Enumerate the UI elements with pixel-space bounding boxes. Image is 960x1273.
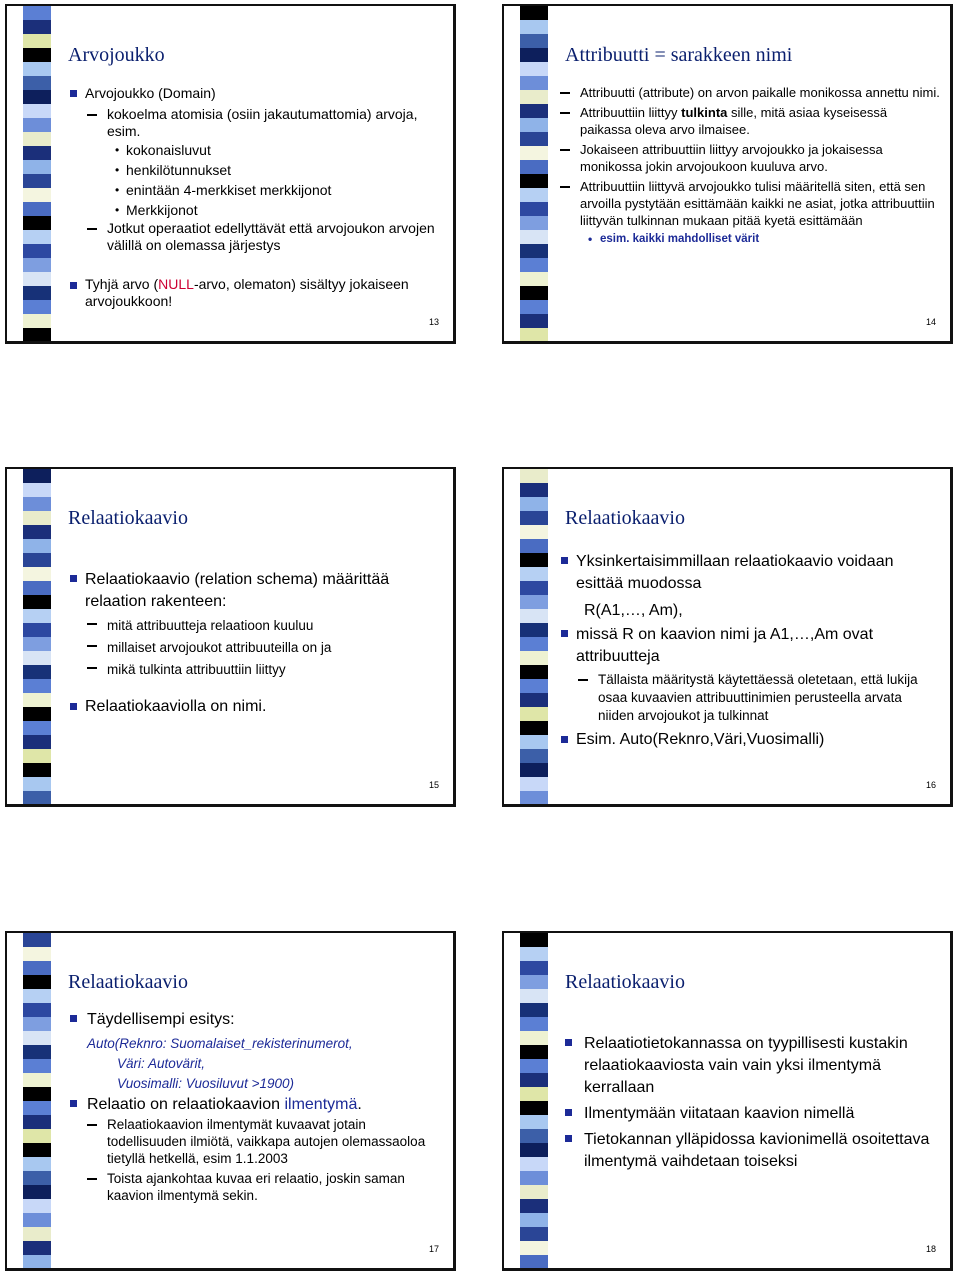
slide-title: Relaatiokaavio: [565, 507, 685, 529]
stripe-segment: [23, 947, 51, 961]
slide-18: [502, 931, 953, 1271]
stripe-segment: [23, 188, 51, 202]
stripe-segment: [23, 34, 51, 48]
stripe-segment: [23, 1115, 51, 1129]
instance-highlight: ilmentymä: [284, 1096, 358, 1113]
stripe-segment: [23, 609, 51, 623]
stripe-segment: [23, 469, 51, 483]
stripe-segment: [23, 258, 51, 272]
stripe-segment: [23, 202, 51, 216]
stripe-segment: [520, 539, 548, 553]
slide-title: Arvojoukko: [68, 44, 165, 66]
stripe-segment: [23, 693, 51, 707]
bullet-null: Tyhjä arvo (NULL-arvo, olematon) sisältyy jokaiseen arvojoukkoon!: [69, 276, 441, 310]
slide-17: [5, 931, 456, 1271]
stripe-segment: [520, 6, 548, 20]
slide-title: Relaatiokaavio: [68, 971, 188, 993]
stripe-segment: [520, 1213, 548, 1227]
stripe-segment: [520, 1199, 548, 1213]
bullet-name: Relaatiokaaviolla on nimi.: [69, 697, 441, 717]
null-highlight: NULL: [158, 276, 194, 292]
stripe-segment: [520, 1059, 548, 1073]
stripe-segment: [520, 62, 548, 76]
stripe-segment: [23, 1199, 51, 1213]
sub-item-2: millaiset arvojoukot attribuuteilla on ja: [69, 637, 441, 659]
stripe-segment: [520, 1129, 548, 1143]
stripe-segment: [520, 1115, 548, 1129]
schema-formula: R(A1,…, Am),: [584, 602, 683, 619]
sub-item-1: mitä attribuutteja relaatioon kuuluu: [69, 615, 441, 637]
bullet-complete: Täydellisempi esitys:: [69, 1009, 441, 1031]
stripe-segment: [23, 1255, 51, 1269]
stripe-segment: [520, 48, 548, 62]
stripe-segment: [23, 1073, 51, 1087]
stripe-segment: [520, 581, 548, 595]
stripe-segment: [23, 48, 51, 62]
stripe-segment: [23, 244, 51, 258]
stripe-segment: [23, 1157, 51, 1171]
stripe-segment: [23, 1171, 51, 1185]
stripe-segment: [520, 469, 548, 483]
stripe-segment: [520, 1017, 548, 1031]
stripe-segment: [520, 693, 548, 707]
stripe-segment: [23, 735, 51, 749]
stripe-segment: [520, 1101, 548, 1115]
stripe-segment: [23, 933, 51, 947]
sub-assumption: Tällaista määritystä käytettäessä oletetaan, että lukija osaa kuvaavien attribuuttinimien perusteella arvata niiden arvojoukot ja tulkinnat: [560, 671, 940, 725]
attr-example: • esim. kaikki mahdolliset värit: [542, 231, 940, 248]
stripe-segment: [520, 961, 548, 975]
stripe-segment: [520, 791, 548, 805]
stripe-segment: [520, 1157, 548, 1171]
stripe-segment: [520, 679, 548, 693]
stripe-segment: [520, 1143, 548, 1157]
decorative-stripe: [23, 469, 51, 804]
decorative-stripe: [23, 6, 51, 341]
stripe-segment: [520, 1003, 548, 1017]
stripe-segment: [23, 581, 51, 595]
stripe-segment: [520, 511, 548, 525]
stripe-segment: [520, 763, 548, 777]
stripe-segment: [520, 300, 548, 314]
slide-number: 14: [925, 317, 936, 327]
bullet-instance: Relaatio on relaatiokaavion ilmentymä.: [69, 1094, 441, 1116]
stripe-segment: [520, 525, 548, 539]
stripe-segment: [23, 1059, 51, 1073]
stripe-segment: [520, 707, 548, 721]
stripe-segment: [520, 1073, 548, 1087]
sub-bullet-operations: Jotkut operaatiot edellyttävät että arvojoukon arvojen välillä on olemassa järjestys: [69, 220, 441, 254]
stripe-segment: [23, 791, 51, 805]
attr-point-3: Jokaiseen attribuuttiin liittyy arvojoukko ja jokaisessa monikossa jokin arvojoukoon kuuluva arvo.: [542, 141, 940, 175]
bullet-simple-form: Yksinkertaisimmillaan relaatiokaavio voidaan esittää muodossa: [560, 551, 940, 595]
stripe-segment: [23, 1045, 51, 1059]
stripe-segment: [23, 104, 51, 118]
stripe-segment: [23, 1087, 51, 1101]
decorative-stripe: [23, 933, 51, 1268]
stripe-segment: [23, 1101, 51, 1115]
stripe-segment: [23, 146, 51, 160]
stripe-segment: [23, 749, 51, 763]
stripe-segment: [23, 975, 51, 989]
attr-point-2: Attribuuttiin liittyy tulkinta sille, mitä asiaa kyseisessä paikassa oleva arvo ilmaisee.: [542, 104, 940, 138]
decorative-stripe: [520, 933, 548, 1268]
stripe-segment: [23, 989, 51, 1003]
stripe-segment: [520, 777, 548, 791]
stripe-segment: [23, 1003, 51, 1017]
stripe-segment: [520, 651, 548, 665]
stripe-segment: [23, 1227, 51, 1241]
sub-bullet-definition: kokoelma atomisia (osiin jakautumattomia) arvoja, esim.: [69, 106, 441, 140]
stripe-segment: [23, 623, 51, 637]
item-1: • kokonaisluvut: [69, 140, 441, 160]
stripe-segment: [23, 539, 51, 553]
stripe-segment: [520, 286, 548, 300]
stripe-segment: [520, 483, 548, 497]
stripe-segment: [23, 328, 51, 342]
slide-title: Attribuutti = sarakkeen nimi: [565, 44, 793, 66]
stripe-segment: [520, 1185, 548, 1199]
stripe-segment: [520, 1087, 548, 1101]
stripe-segment: [520, 1241, 548, 1255]
stripe-segment: [23, 637, 51, 651]
auto-line-1: Auto(Reknro: Suomalaiset_rekisterinumerot,: [87, 1036, 353, 1051]
stripe-segment: [23, 216, 51, 230]
attr-point-1: Attribuutti (attribute) on arvon paikalle monikossa annettu nimi.: [542, 84, 940, 101]
bullet-schema: Relaatiokaavio (relation schema) määrittää relaation rakenteen:: [69, 569, 441, 613]
stripe-segment: [23, 483, 51, 497]
auto-line-2: Väri: Autovärit,: [117, 1056, 206, 1071]
stripe-segment: [23, 497, 51, 511]
item-4: • Merkkijonot: [69, 200, 441, 220]
stripe-segment: [520, 623, 548, 637]
stripe-segment: [23, 76, 51, 90]
stripe-segment: [520, 1031, 548, 1045]
bullet-where: missä R on kaavion nimi ja A1,…,Am ovat attribuutteja: [560, 624, 940, 668]
stripe-segment: [520, 553, 548, 567]
stripe-segment: [520, 1045, 548, 1059]
stripe-segment: [23, 721, 51, 735]
stripe-segment: [520, 20, 548, 34]
sub-instance-1: Relaatiokaavion ilmentymät kuvaavat jotain todellisuuden ilmiötä, vaikkapa autojen olemassaoloa tietyllä hetkellä, esim 1.1.2003: [69, 1116, 441, 1167]
bullet-one-instance: Relaatiotietokannassa on tyypillisesti kustakin relaatiokaaviosta vain vain yksi ilmentymä kerrallaan: [564, 1033, 942, 1099]
stripe-segment: [23, 1143, 51, 1157]
stripe-segment: [23, 1017, 51, 1031]
slide-title: Relaatiokaavio: [565, 971, 685, 993]
stripe-segment: [520, 1255, 548, 1269]
stripe-segment: [23, 272, 51, 286]
item-3: • enintään 4-merkkiset merkkijonot: [69, 180, 441, 200]
stripe-segment: [23, 511, 51, 525]
stripe-segment: [520, 1171, 548, 1185]
stripe-segment: [23, 286, 51, 300]
stripe-segment: [520, 314, 548, 328]
stripe-segment: [520, 272, 548, 286]
stripe-segment: [23, 525, 51, 539]
stripe-segment: [23, 118, 51, 132]
slide-number: 18: [925, 1244, 936, 1254]
stripe-segment: [23, 230, 51, 244]
slide-number: 17: [428, 1244, 439, 1254]
stripe-segment: [23, 1031, 51, 1045]
stripe-segment: [23, 777, 51, 791]
slide-number: 16: [925, 780, 936, 790]
stripe-segment: [520, 989, 548, 1003]
stripe-segment: [23, 651, 51, 665]
slide-title: Relaatiokaavio: [68, 507, 188, 529]
stripe-segment: [23, 961, 51, 975]
sub-item-3: mikä tulkinta attribuuttiin liittyy: [69, 659, 441, 681]
stripe-segment: [23, 132, 51, 146]
stripe-segment: [520, 258, 548, 272]
stripe-segment: [520, 637, 548, 651]
bullet-reference: Ilmentymään viitataan kaavion nimellä: [564, 1103, 942, 1125]
bullet-domain: Arvojoukko (Domain): [69, 84, 441, 103]
attr-point-4: Attribuuttiin liittyvä arvojoukko tulisi määritellä siten, että sen arvoilla pystytään esittämään kaikki ne asiat, jotka attribuuttiin liittyvän tulkinnan mukaan pitää kyetä esittämään: [542, 178, 940, 229]
stripe-segment: [23, 553, 51, 567]
stripe-segment: [23, 1241, 51, 1255]
stripe-segment: [520, 933, 548, 947]
stripe-segment: [520, 567, 548, 581]
stripe-segment: [23, 20, 51, 34]
bullet-maintenance: Tietokannan ylläpidossa kavionimellä osoitettava ilmentymä vaihdetaan toiseksi: [564, 1129, 942, 1173]
bullet-example: Esim. Auto(Reknro,Väri,Vuosimalli): [560, 730, 940, 750]
stripe-segment: [23, 665, 51, 679]
stripe-segment: [23, 707, 51, 721]
slide-13: [5, 4, 456, 344]
stripe-segment: [520, 947, 548, 961]
stripe-segment: [520, 497, 548, 511]
slide-number: 13: [428, 317, 439, 327]
slide-number: 15: [428, 780, 439, 790]
stripe-segment: [23, 6, 51, 20]
auto-line-3: Vuosimalli: Vuosiluvut >1900): [117, 1076, 294, 1091]
stripe-segment: [520, 975, 548, 989]
stripe-segment: [23, 1213, 51, 1227]
stripe-segment: [23, 763, 51, 777]
stripe-segment: [520, 34, 548, 48]
stripe-segment: [23, 300, 51, 314]
sub-instance-2: Toista ajankohtaa kuvaa eri relaatio, joskin saman kaavion ilmentymä sekin.: [69, 1170, 441, 1204]
stripe-segment: [23, 62, 51, 76]
stripe-segment: [520, 1227, 548, 1241]
stripe-segment: [23, 679, 51, 693]
stripe-segment: [23, 567, 51, 581]
decorative-stripe: [520, 469, 548, 804]
stripe-segment: [23, 90, 51, 104]
slide-16: [502, 467, 953, 807]
stripe-segment: [520, 665, 548, 679]
stripe-segment: [520, 328, 548, 342]
stripe-segment: [520, 609, 548, 623]
stripe-segment: [520, 721, 548, 735]
stripe-segment: [23, 1185, 51, 1199]
slide-15: [5, 467, 456, 807]
stripe-segment: [520, 735, 548, 749]
stripe-segment: [520, 595, 548, 609]
stripe-segment: [23, 1129, 51, 1143]
slide-14: [502, 4, 953, 344]
stripe-segment: [23, 174, 51, 188]
item-2: • henkilötunnukset: [69, 160, 441, 180]
stripe-segment: [23, 314, 51, 328]
stripe-segment: [520, 749, 548, 763]
stripe-segment: [23, 595, 51, 609]
stripe-segment: [23, 160, 51, 174]
